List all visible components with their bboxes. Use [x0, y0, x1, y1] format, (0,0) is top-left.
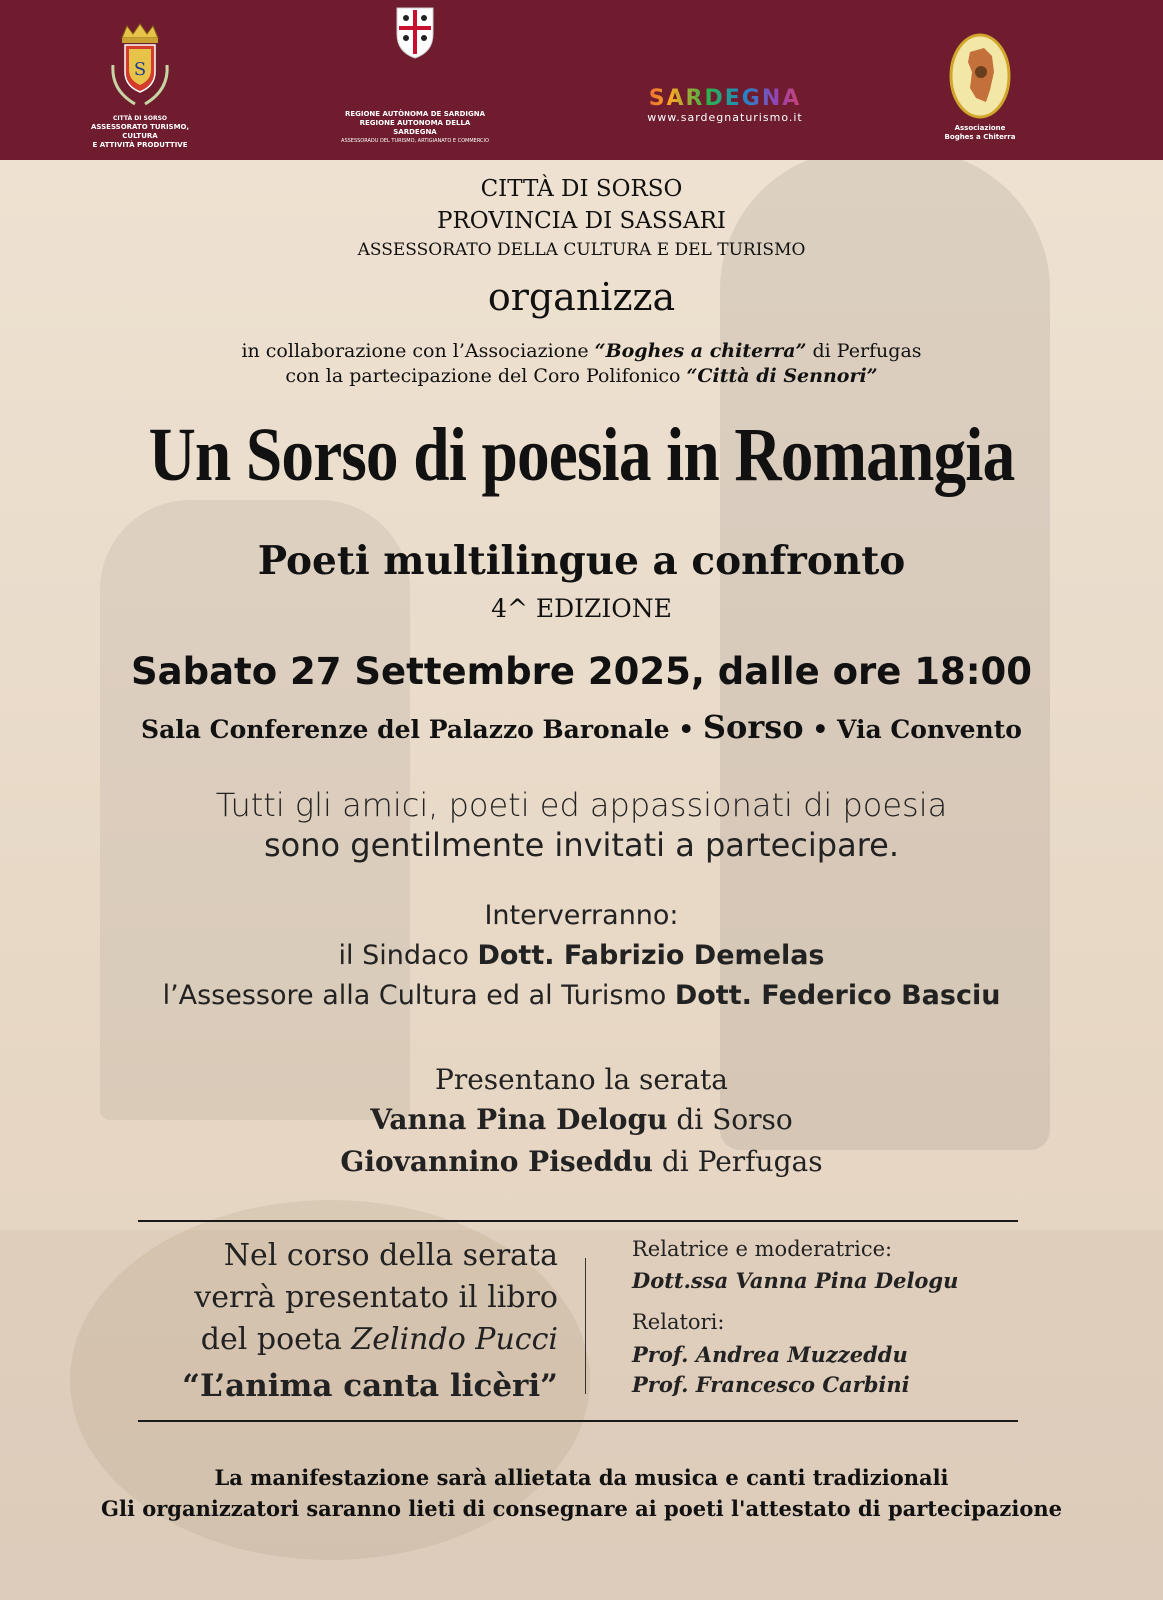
sorso-logo-caption-2: E ATTIVITÀ PRODUTTIVE: [92, 141, 188, 149]
event-edition: 4^ EDIZIONE: [491, 594, 672, 623]
sindaco-role: il Sindaco: [338, 940, 478, 971]
divider-bottom: [138, 1420, 1018, 1422]
assessore-name: Dott. Federico Basciu: [674, 980, 1001, 1011]
sardinia-island-emblem-icon: [948, 32, 1012, 120]
sindaco-name: Dott. Fabrizio Demelas: [477, 940, 825, 971]
assessorato-heading: ASSESSORATO DELLA CULTURA E DEL TURISMO: [357, 240, 806, 260]
town-name: Sorso: [702, 708, 804, 746]
invitation-line-2: sono gentilmente invitati a partecipare.: [263, 826, 899, 864]
speaker-sindaco: [0, 940, 1163, 971]
book-author-prefix: del poeta: [200, 1322, 352, 1357]
logo-header-band: [0, 0, 1163, 160]
event-subtitle: Poeti multilingue a confronto: [257, 538, 906, 584]
participation-line: [0, 365, 1163, 387]
separator-bullet-2: •: [812, 715, 829, 744]
sardegna-turismo-logo: [635, 86, 815, 124]
moderator-name: Dott.ssa Vanna Pina Delogu: [632, 1268, 959, 1293]
boghes-a-chiterra-logo: [930, 32, 1030, 142]
invitation-line-1: Tutti gli amici, poeti ed appassionati di poesia: [215, 786, 948, 824]
regione-shield-icon: [393, 4, 437, 60]
citta-heading: CITTÀ DI SORSO: [480, 176, 683, 202]
assoc-caption-1: Associazione: [954, 124, 1006, 132]
street-name: Via Convento: [837, 715, 1022, 744]
relatore-2: Prof. Francesco Carbini: [632, 1372, 910, 1397]
relatori-label: Relatori:: [632, 1310, 725, 1334]
collab-association-name: “Boghes a chiterra”: [594, 340, 807, 362]
coro-name: “Città di Sennori”: [686, 365, 878, 387]
hosts-heading: Presentano la serata: [434, 1063, 728, 1096]
sorso-shield-letter: S: [133, 59, 147, 80]
book-title: “L’anima canta licèri”: [182, 1368, 558, 1404]
moderator-label: Relatrice e moderatrice:: [632, 1237, 893, 1261]
sorso-seal-text: CITTÀ DI SORSO: [113, 115, 167, 122]
host-2: [0, 1145, 1163, 1178]
collab-suffix: di Perfugas: [806, 340, 922, 362]
host-2-from: di Perfugas: [652, 1145, 823, 1178]
separator-bullet-1: •: [678, 715, 695, 744]
venue-name: Sala Conferenze del Palazzo Baronale: [141, 715, 670, 744]
footer-line-2: Gli organizzatori saranno lieti di consegnare ai poeti l'attestato di partecipazione: [101, 1496, 1062, 1521]
book-author: Zelindo Pucci: [351, 1322, 558, 1357]
part-prefix: con la partecipazione del Coro Polifonico: [285, 365, 687, 387]
assoc-caption-2: Boghes a Chiterra: [944, 133, 1016, 141]
organizza-text: organizza: [487, 275, 676, 319]
sardegna-url: www.sardegnaturismo.it: [647, 111, 803, 124]
regione-caption-3: ASSESSORADU DEL TURISMO, ARTIGIANATO E COMMERCIO: [341, 138, 489, 144]
sorso-coat-of-arms-icon: [105, 20, 175, 110]
sardegna-wordmark: SARDEGNA: [635, 86, 815, 111]
speakers-heading: Interverranno:: [484, 900, 679, 931]
sorso-logo-caption-1: ASSESSORATO TURISMO, CULTURA: [90, 123, 190, 140]
speaker-assessore: [0, 980, 1163, 1011]
host-1-from: di Sorso: [667, 1103, 793, 1136]
footer-line-1: La manifestazione sarà allietata da musica e canti tradizionali: [214, 1465, 949, 1490]
book-line-3: [201, 1322, 558, 1357]
relatore-1: Prof. Andrea Muzzeddu: [632, 1342, 908, 1367]
assessore-role: l’Assessore alla Cultura ed al Turismo: [162, 980, 675, 1011]
collaboration-line: [0, 340, 1163, 362]
provincia-heading: PROVINCIA DI SASSARI: [437, 208, 726, 234]
column-divider: [585, 1258, 586, 1394]
regione-caption-2: REGIONE AUTONOMA DELLA SARDEGNA: [359, 119, 471, 136]
event-date: Sabato 27 Settembre 2025, dalle ore 18:00: [130, 650, 1033, 693]
host-1-name: Vanna Pina Delogu: [370, 1103, 668, 1136]
host-2-name: Giovannino Piseddu: [340, 1145, 653, 1178]
citta-di-sorso-logo: [80, 20, 200, 150]
regione-caption-1: REGIONE AUTÒNOMA DE SARDIGNA: [344, 110, 486, 118]
divider-top: [138, 1220, 1018, 1222]
event-location: [0, 708, 1163, 746]
event-title: Un Sorso di poesia in Romangia: [148, 413, 1015, 497]
regione-sardegna-logo: [340, 48, 490, 146]
host-1: [0, 1103, 1163, 1136]
book-line-2: verrà presentato il libro: [194, 1280, 558, 1315]
book-line-1: Nel corso della serata: [223, 1238, 558, 1273]
collab-prefix: in collaborazione con l’Associazione: [241, 340, 595, 362]
